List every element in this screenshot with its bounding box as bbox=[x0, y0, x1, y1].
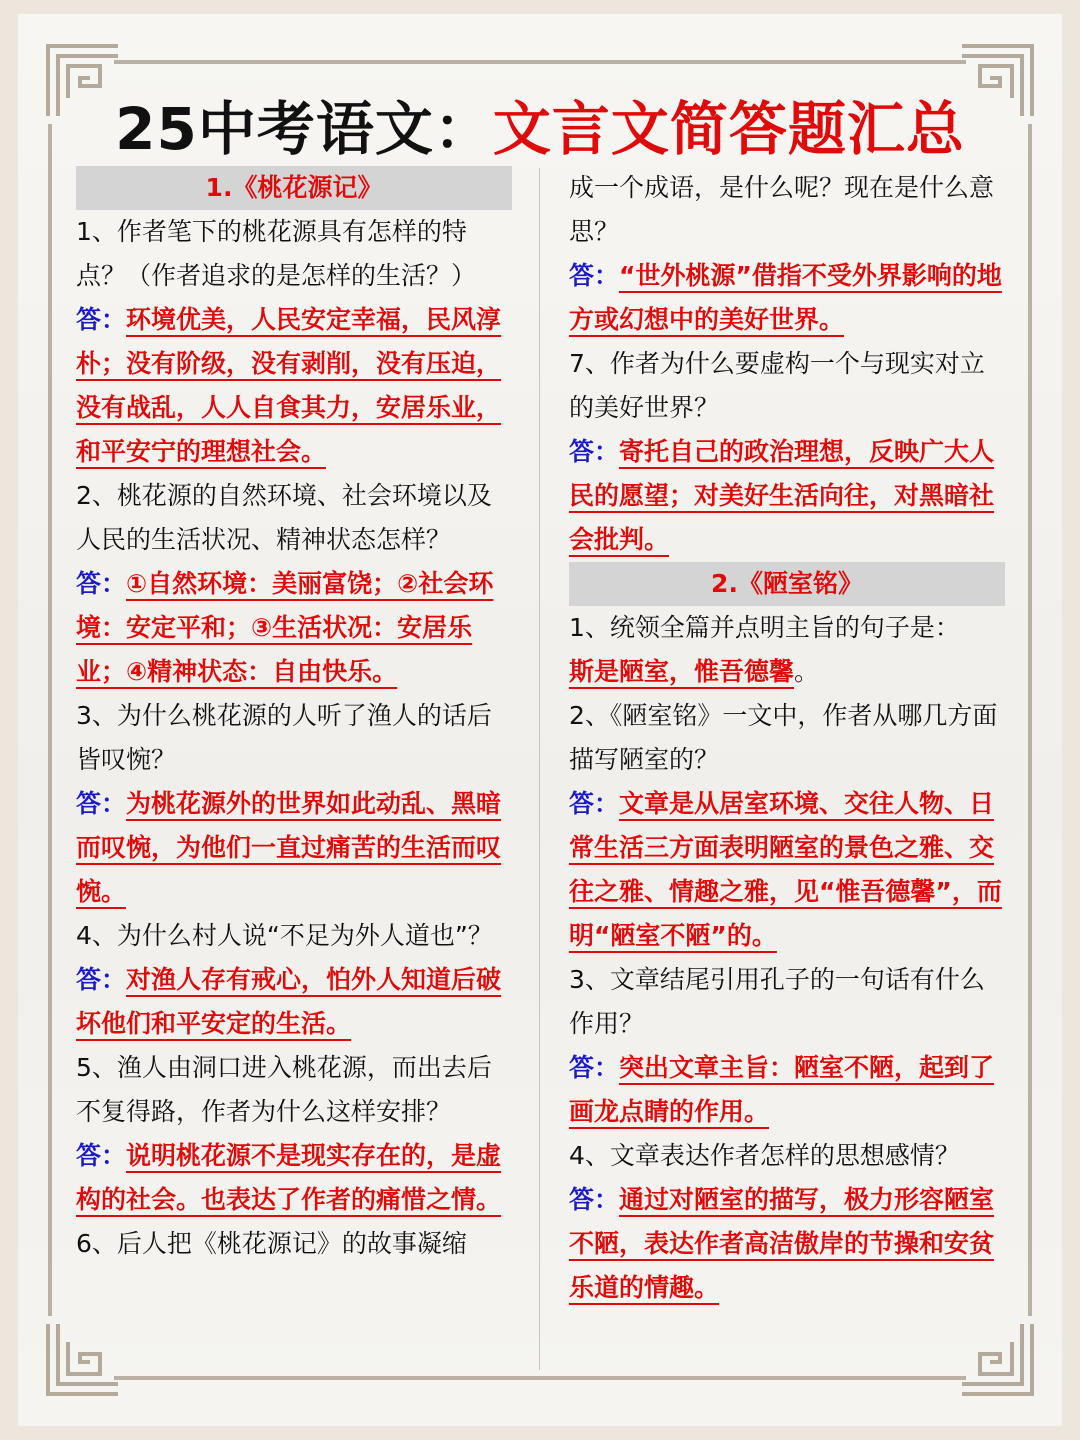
question-text: 2、桃花源的自然环境、社会环境以及人民的生活状况、精神状态怎样？ bbox=[76, 481, 492, 554]
qa-item bbox=[569, 1134, 1005, 1310]
answer-label: 答： bbox=[76, 965, 127, 994]
question-text: 7、作者为什么要虚构一个与现实对立的美好世界？ bbox=[569, 349, 985, 422]
answer bbox=[569, 650, 1005, 694]
qa-item bbox=[76, 210, 512, 474]
answer bbox=[569, 1178, 1005, 1310]
title-red: 文言文简答题汇总 bbox=[492, 95, 965, 163]
question-text: 2、《陋室铭》一文中，作者从哪几方面描写陋室的？ bbox=[569, 701, 998, 774]
question-text: 3、为什么桃花源的人听了渔人的话后皆叹惋？ bbox=[76, 701, 492, 774]
answer bbox=[76, 298, 512, 474]
qa-item bbox=[569, 342, 1005, 562]
qa-item bbox=[569, 166, 1005, 342]
qa-item bbox=[569, 606, 1005, 694]
question-text: 3、文章结尾引用孔子的一句话有什么作用？ bbox=[569, 965, 985, 1038]
question-text: 4、文章表达作者怎样的思想感情？ bbox=[569, 1141, 960, 1170]
page-title bbox=[0, 82, 1080, 166]
question-text: 5、渔人由洞口进入桃花源，而出去后不复得路，作者为什么这样安排？ bbox=[76, 1053, 492, 1126]
answer-label: 答： bbox=[76, 789, 127, 818]
answer-text: 突出文章主旨：陋室不陋，起到了画龙点睛的作用。 bbox=[569, 1053, 995, 1126]
answer-label: 答： bbox=[569, 1185, 620, 1214]
answer-text: 对渔人存有戒心，怕外人知道后破坏他们和平安定的生活。 bbox=[76, 965, 502, 1038]
answer-text: 环境优美，人民安定幸福，民风淳朴；没有阶级，没有剥削，没有压迫，没有战乱，人人自食其力，安居乐业，和平安宁的理想社会。 bbox=[76, 305, 502, 466]
qa-item bbox=[569, 694, 1005, 958]
answer-text: ①自然环境：美丽富饶；②社会环境：安定平和；③生活状况：安居乐业；④精神状态：自由快乐。 bbox=[76, 569, 494, 686]
answer-label: 答： bbox=[569, 437, 620, 466]
question-text: 6、后人把《桃花源记》的故事凝缩 bbox=[76, 1229, 467, 1258]
answer-label: 答： bbox=[76, 1141, 127, 1170]
qa-item bbox=[569, 958, 1005, 1134]
frame-right-line bbox=[1028, 124, 1032, 1316]
answer-label: 答： bbox=[569, 789, 620, 818]
answer-text: 通过对陋室的描写，极力形容陋室不陋，表达作者高洁傲岸的节操和安贫乐道的情趣。 bbox=[569, 1185, 995, 1302]
frame-bottom-line bbox=[114, 1376, 966, 1380]
corner-ornament-icon bbox=[960, 1322, 1040, 1402]
answer bbox=[76, 1134, 512, 1222]
qa-item bbox=[76, 1046, 512, 1222]
answer bbox=[76, 958, 512, 1046]
question-text: 4、为什么村人说“不足为外人道也”？ bbox=[76, 921, 493, 950]
section-header-loushiming: 2.《陋室铭》 bbox=[569, 562, 1005, 606]
answer-label: 答： bbox=[569, 1053, 620, 1082]
section-header-taohuayuan: 1.《桃花源记》 bbox=[76, 166, 512, 210]
answer bbox=[76, 782, 512, 914]
answer-label: 答： bbox=[569, 261, 620, 290]
answer-text: 说明桃花源不是现实存在的，是虚构的社会。也表达了作者的痛惜之情。 bbox=[76, 1141, 502, 1214]
answer-text: 文章是从居室环境、交往人物、日常生活三方面表明陋室的景色之雅、交往之雅、情趣之雅，见“惟吾德馨”，而明“陋室不陋”的。 bbox=[569, 789, 1002, 950]
frame-top-line bbox=[114, 60, 966, 64]
question-text: 1、作者笔下的桃花源具有怎样的特点？（作者追求的是怎样的生活？） bbox=[76, 217, 477, 290]
answer bbox=[569, 1046, 1005, 1134]
answer-label: 答： bbox=[76, 569, 127, 598]
question-text: 1、统领全篇并点明主旨的句子是： bbox=[569, 613, 960, 642]
answer-text: 寄托自己的政治理想，反映广大人民的愿望；对美好生活向往，对黑暗社会批判。 bbox=[569, 437, 995, 554]
answer bbox=[569, 254, 1005, 342]
answer-label: 答： bbox=[76, 305, 127, 334]
answer-text: “世外桃源”借指不受外界影响的地方或幻想中的美好世界。 bbox=[569, 261, 1002, 334]
qa-item bbox=[76, 694, 512, 914]
left-items bbox=[76, 210, 512, 1266]
qa-item bbox=[76, 914, 512, 1046]
qa-item bbox=[76, 1222, 512, 1266]
title-black: 25中考语文： bbox=[115, 95, 493, 163]
right-column bbox=[569, 166, 1005, 1310]
answer-text: 为桃花源外的世界如此动乱、黑暗而叹惋，为他们一直过痛苦的生活而叹惋。 bbox=[76, 789, 502, 906]
answer bbox=[569, 430, 1005, 562]
question-text: 成一个成语，是什么呢？现在是什么意思？ bbox=[569, 173, 995, 246]
answer-text: 斯是陋室，惟吾德馨 bbox=[569, 657, 795, 686]
answer bbox=[76, 562, 512, 694]
answer bbox=[569, 782, 1005, 958]
left-column bbox=[76, 166, 512, 1266]
corner-ornament-icon bbox=[40, 1322, 120, 1402]
answer-tail: 。 bbox=[794, 657, 820, 686]
frame-left-line bbox=[48, 124, 52, 1316]
qa-item bbox=[76, 474, 512, 694]
column-divider bbox=[539, 168, 540, 1370]
